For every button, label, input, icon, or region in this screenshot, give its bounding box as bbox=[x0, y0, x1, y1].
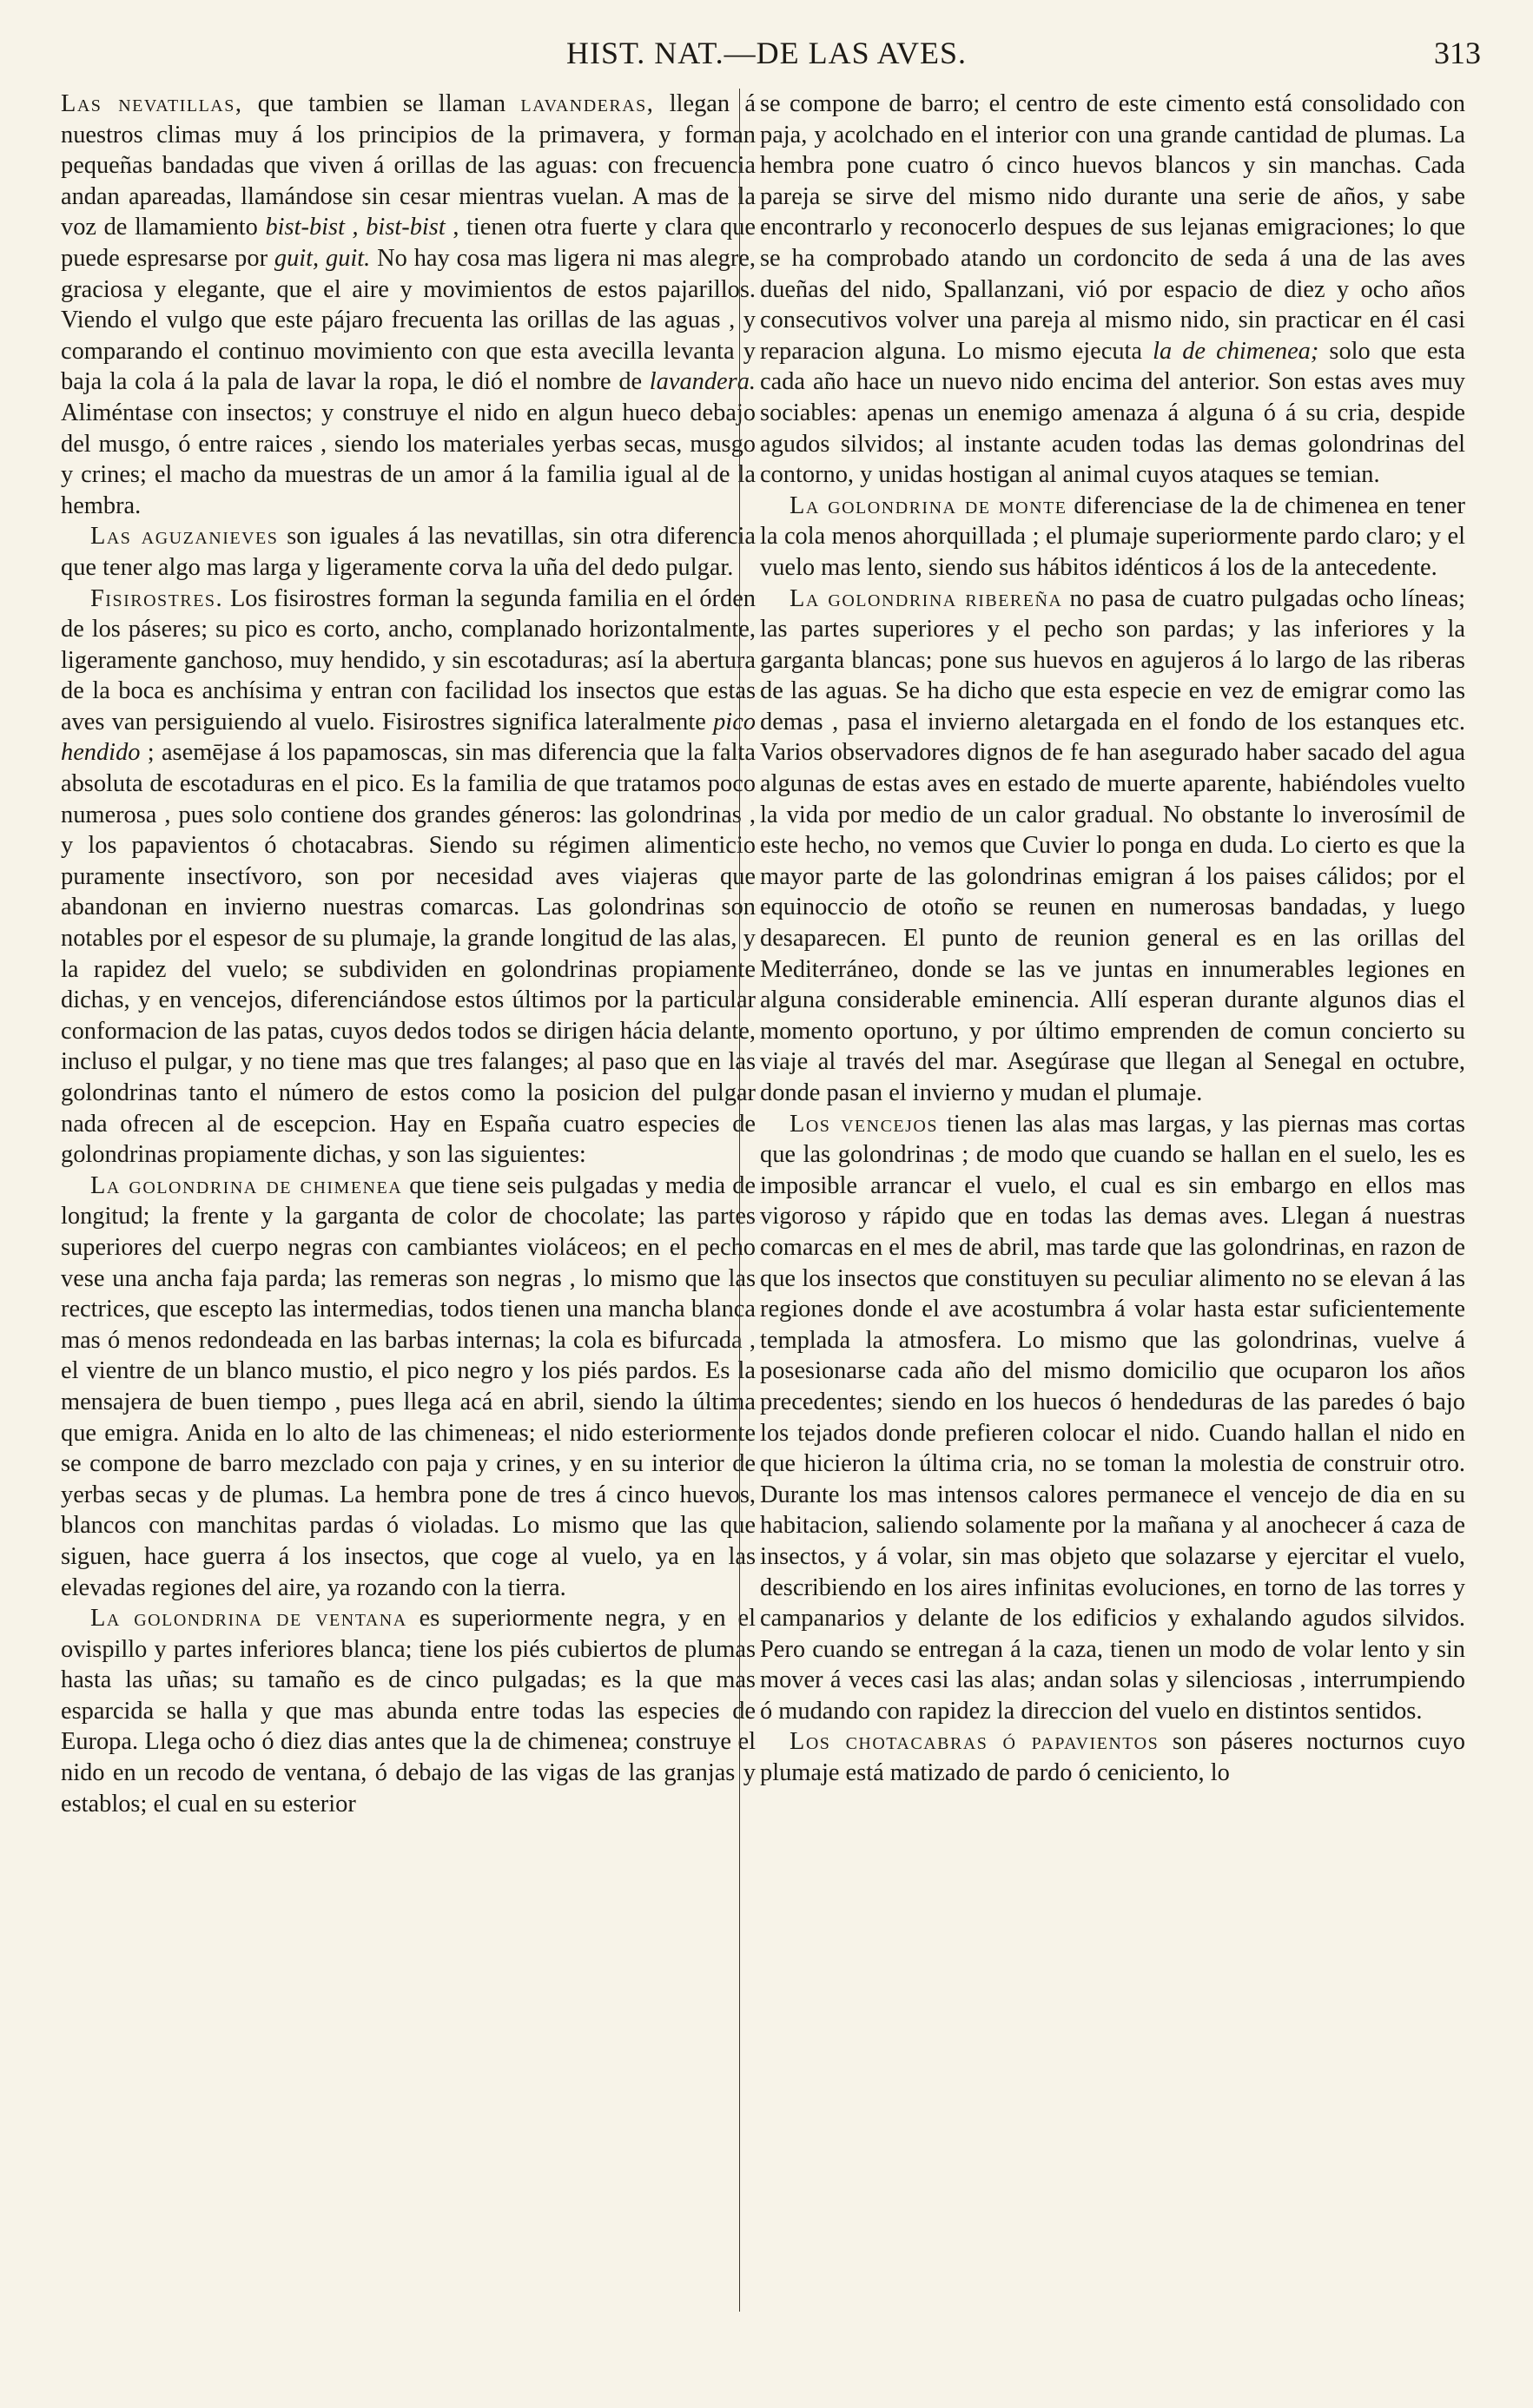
term-golondrina-riberena: La golondrina ribereña bbox=[790, 584, 1063, 612]
term-lavanderas: lavanderas, bbox=[520, 90, 655, 117]
phrase-pico-hendido: pico hendido bbox=[61, 708, 756, 767]
term-golondrina-monte: La golondrina de monte bbox=[790, 491, 1067, 519]
phrase-la-de-chimenea: la de chimenea; bbox=[1153, 337, 1319, 365]
paragraph-golondrina-monte: La golondrina de monte diferenciase de la de chimenea en tener la cola menos ahorquillada ; el plumaje superiormente pardo claro; y el vuelo mas lento, siendo sus hábitos idénticos á los de la antecedente. bbox=[760, 491, 1465, 581]
left-column bbox=[61, 89, 756, 1819]
term-golondrina-ventana: La golondrina de ventana bbox=[90, 1605, 407, 1633]
term-vencejos: Los vencejos bbox=[790, 1110, 938, 1138]
term-golondrina-chimenea: La golondrina de chimenea bbox=[90, 1171, 403, 1199]
column-divider bbox=[739, 89, 740, 2312]
call-guit: guit, guit. bbox=[274, 244, 371, 272]
paragraph-nevatillas: Las nevatillas, que tambien se llaman lavanderas, llegan á nuestros climas muy á los principios de la primavera, y forman pequeñas bandadas que viven á orillas de las aguas: con frecuencia andan apareadas, llamándose sin cesar mientras vuelan. A mas de la voz de llamamiento bist-bist , bist-bist , tienen otra fuerte y clara que puede espresarse por guit, guit. No hay cosa mas ligera ni mas alegre, graciosa y elegante, que el aire y movimientos de estos pajarillos. Viendo el vulgo que este pájaro frecuenta las orillas de las aguas , y comparando el continuo movimiento con que esta avecilla levanta y baja la cola á la pala de lavar la ropa, le dió el nombre de lavandera. Aliméntase con insectos; y construye el nido en algun hueco debajo del musgo, ó entre raices , siendo los materiales yerbas secas, musgo y crines; el macho da muestras de un amor á la familia igual al de la hembra. bbox=[61, 90, 756, 519]
call-bist-bist: bist-bist , bist-bist bbox=[265, 214, 446, 241]
page-number: 313 bbox=[1434, 36, 1481, 70]
term-fisirostres: Fisirostres. bbox=[90, 584, 224, 612]
name-lavandera: lavandera. bbox=[649, 368, 756, 396]
paragraph-golondrina-chimenea: La golondrina de chimenea que tiene seis pulgadas y media de longitud; la frente y la garganta de color de chocolate; las partes superiores del cuerpo negras con cambiantes violáceos; en el pecho vese una ancha faja parda; las remeras son negras , lo mismo que las rectrices, que escepto las intermedias, todos tienen una mancha blanca mas ó menos redondeada en las barbas internas; la cola es bifurcada , el vientre de un blanco mustio, el pico negro y los piés pardos. Es la mensajera de buen tiempo , pues llega acá en abril, siendo la última que emigra. Anida en lo alto de las chimeneas; el nido esteriormente se compone de barro mezclado con paja y crines, y en su interior de yerbas secas y de plumas. La hembra pone de tres á cinco huevos, blancos con manchitas pardas ó violadas. Lo mismo que las que siguen, hace guerra á los insectos, que coge al vuelo, ya en las elevadas regiones del aire, ya rozando con la tierra. bbox=[61, 1171, 757, 1601]
term-nevatillas: Las nevatillas, bbox=[61, 90, 243, 117]
paragraph-golondrina-riberena: La golondrina ribereña no pasa de cuatro pulgadas ocho líneas; las partes superiores y el pecho son pardas; y las inferiores y la garganta blancas; pone sus huevos en agujeros á lo largo de las riberas de las aguas. Se ha dicho que esta especie en vez de emigrar como las demas , pasa el invierno aletargada en el fondo de los estanques etc. Varios observadores dignos de fe han asegurado haber sacado del agua algunas de estas aves en estado de muerte aparente, habiéndoles vuelto la vida por medio de un calor gradual. No obstante lo inverosímil de este hecho, no vemos que Cuvier lo ponga en duda. Lo cierto es que la mayor parte de las golondrinas emigran á los paises cálidos; por el equinoccio de otoño se reunen en numerosas bandadas, y luego desaparecen. El punto de reunion general es en las orillas del Mediterráneo, donde se las ve juntas en innumerables legiones en alguna considerable eminencia. Allí esperan durante algunos dias el momento oportuno, y por último emprenden de comun concierto su viaje al través del mar. Asegúrase que llegan al Senegal en octubre, donde pasan el invierno y mudan el plumaje. bbox=[760, 584, 1465, 1106]
right-column bbox=[760, 89, 1465, 1789]
running-head: HIST. NAT.—DE LAS AVES. bbox=[565, 36, 968, 70]
paragraph-vencejos: Los vencejos tienen las alas mas largas, y las piernas mas cortas que las golondrinas ; de modo que cuando se hallan en el suelo, les es imposible arrancar el vuelo, el cual es sin embargo en ellos mas vigoroso y rápido que en todas las demas aves. Llegan á nuestras comarcas en el mes de abril, mas tarde que las golondrinas, en razon de que los insectos que constituyen su peculiar alimento no se elevan á las regiones donde el ave acostumbra á volar hasta estar suficientemente templada la atmosfera. Lo mismo que las golondrinas, vuelve á posesionarse cada año del mismo domicilio que ocuparon los años precedentes; siendo en los huecos ó hendeduras de las paredes ó bajo los tejados donde prefieren colocar el nido. Cuando hallan el nido en que hicieron la última cria, no se toman la molestia de construir otro. Durante los mas intensos calores permanece el vencejo de dia en su habitacion, saliendo solamente por la mañana y al anochecer á caza de insectos, y á volar, sin mas objeto que solazarse y ejercitar el vuelo, describiendo en los aires infinitas evoluciones, en torno de las torres y campanarios y delante de los edificios y exhalando agudos silvidos. Pero cuando se entregan á la caza, tienen un modo de volar lento y sin mover á veces casi las alas; andan solas y silenciosas , interrumpiendo ó mudando con rapidez la direccion del vuelo en distintos sentidos. bbox=[760, 1110, 1465, 1725]
paragraph-fisirostres: Fisirostres. Los fisirostres forman la segunda familia en el órden de los páseres; su pico es corto, ancho, complanado horizontalmente, ligeramente ganchoso, muy hendido, y sin escotaduras; así la abertura de la boca es anchísima y entran con facilidad los insectos que estas aves van persiguiendo al vuelo. Fisirostres significa lateralmente pico hendido ; asemējase á los papamoscas, sin mas diferencia que la falta absoluta de escotaduras en el pico. Es la familia de que tratamos poco numerosa , pues solo contiene dos grandes géneros: las golondrinas , y los papavientos ó chotacabras. Siendo su régimen alimenticio puramente insectívoro, son por necesidad aves viajeras que abandonan en invierno nuestras comarcas. Las golondrinas son notables por el espesor de su plumaje, la grande longitud de las alas, y la rapidez del vuelo; se subdividen en golondrinas propiamente dichas, y en vencejos, diferenciándose estos últimos por la particular conformacion de las patas, cuyos dedos todos se dirigen hácia delante, incluso el pulgar, y no tiene mas que tres falanges; al paso que en las golondrinas tanto el número de estos como la posicion del pulgar nada ofrecen al de escepcion. Hay en España cuatro especies de golondrinas propiamente dichas, y son las siguientes: bbox=[61, 584, 756, 1169]
term-aguzanieves: Las aguzanieves bbox=[90, 523, 279, 551]
term-chotacabras: Los chotacabras ó papavientos bbox=[790, 1728, 1160, 1756]
paragraph-golondrina-ventana: La golondrina de ventana es superiormente negra, y en el ovispillo y partes inferiores blanca; tiene los piés cubiertos de plumas hasta las uñas; su tamaño es de cinco pulgadas; es la que mas esparcida se halla y que mas abunda entre todas las especies de Europa. Llega ocho ó diez dias antes que la de chimenea; construye el nido en un recodo de ventana, ó debajo de las vigas de las granjas y establos; el cual en su esterior bbox=[61, 1605, 757, 1818]
page-header bbox=[0, 35, 1533, 80]
paragraph-chotacabras: Los chotacabras ó papavientos son páseres nocturnos cuyo plumaje está matizado de pardo ó ceniciento, lo bbox=[760, 1728, 1465, 1787]
paragraph-nido-continuation: se compone de barro; el centro de este cimento está consolidado con paja, y acolchado en el interior con una grande cantidad de plumas. La hembra pone cuatro ó cinco huevos blancos y sin manchas. Cada pareja se sirve del mismo nido durante una serie de años, y sabe encontrarlo y reconocerlo despues de sus lejanas emigraciones; lo que se ha comprobado atando un cordoncito de seda á una de las aves dueñas del nido, Spallanzani, vió por espacio de diez y ocho años consecutivos volver una pareja al mismo nido, sin practicar en él casi reparacion alguna. Lo mismo ejecuta la de chimenea; solo que esta cada año hace un nuevo nido encima del anterior. Son estas aves muy sociables: apenas un enemigo amenaza á alguna ó á su cria, despide agudos silvidos; al instante acuden todas las demas golondrinas del contorno, y unidas hostigan al animal cuyos ataques se temian. bbox=[760, 90, 1465, 489]
paragraph-aguzanieves: Las aguzanieves son iguales á las nevatillas, sin otra diferencia que tener algo mas larga y ligeramente corva la uña del dedo pulgar. bbox=[61, 523, 756, 581]
